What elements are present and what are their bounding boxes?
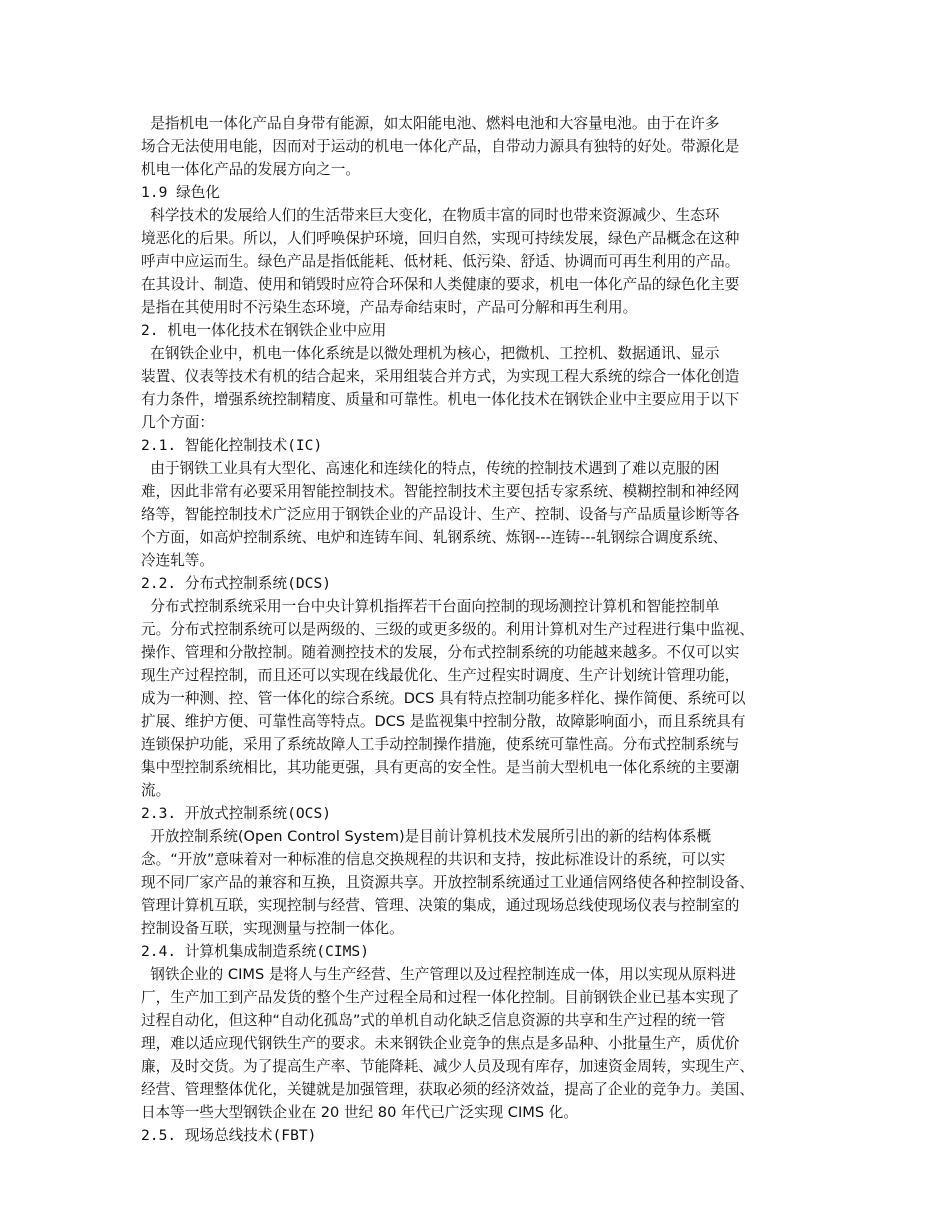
paragraph-line: 难，因此非常有必要采用智能控制技术。智能控制技术主要包括专家系统、模糊控制和神经网	[141, 483, 740, 500]
section-heading: 2.4. 计算机集成制造系统(CIMS)	[141, 943, 369, 960]
section-heading: 2.5. 现场总线技术(FBT)	[141, 1127, 317, 1144]
paragraph-line: 元。分布式控制系统可以是两级的、三级的或更多级的。利用计算机对生产过程进行集中监视、	[141, 621, 754, 638]
paragraph-line: 理，难以适应现代钢铁生产的要求。未来钢铁企业竞争的焦点是多品种、小批量生产，质优价	[141, 1035, 740, 1052]
paragraph-line: 念。“开放”意味着对一种标准的信息交换规程的共识和支持，按此标准设计的系统，可以实	[141, 851, 726, 868]
paragraph-line: 过程自动化，但这种“自动化孤岛”式的单机自动化缺乏信息资源的共享和生产过程的统一管	[141, 1012, 726, 1029]
paragraph-line: 管理计算机互联，实现控制与经营、管理、决策的集成，通过现场总线使现场仪表与控制室的	[141, 897, 740, 914]
paragraph-line: 经营、管理整体优化，关键就是加强管理，获取必须的经济效益，提高了企业的竞争力。美国、	[141, 1081, 754, 1098]
paragraph-line: 钢铁企业的 CIMS 是将人与生产经营、生产管理以及过程控制连成一体，用以实现从原料进	[141, 966, 736, 983]
paragraph-line: 呼声中应运而生。绿色产品是指低能耗、低材耗、低污染、舒适、协调而可再生利用的产品。	[141, 253, 740, 270]
paragraph-line: 连锁保护功能，采用了系统故障人工手动控制操作措施，使系统可靠性高。分布式控制系统与	[141, 736, 740, 753]
paragraph-line: 分布式控制系统采用一台中央计算机指挥若干台面向控制的现场测控计算机和智能控制单	[141, 598, 720, 615]
paragraph-line: 廉，及时交货。为了提高生产率、节能降耗、减少人员及现有库存，加速资金周转，实现生产、	[141, 1058, 754, 1075]
paragraph-line: 是指在其使用时不污染生态环境，产品寿命结束时，产品可分解和再生利用。	[141, 299, 638, 316]
paragraph-line: 扩展、维护方便、可靠性高等特点。DCS 是监视集中控制分散，故障影响面小，而且系统具有	[141, 713, 746, 730]
paragraph-line: 成为一种测、控、管一体化的综合系统。DCS 具有特点控制功能多样化、操作简便、系统可以	[141, 690, 746, 707]
paragraph-line: 络等，智能控制技术广泛应用于钢铁企业的产品设计、生产、控制、设备与产品质量诊断等各	[141, 506, 740, 523]
paragraph-line: 操作、管理和分散控制。随着测控技术的发展，分布式控制系统的功能越来越多。不仅可以实	[141, 644, 740, 661]
section-heading: 2. 机电一体化技术在钢铁企业中应用	[141, 322, 387, 339]
paragraph-line: 控制设备互联，实现测量与控制一体化。	[141, 920, 404, 937]
paragraph-line: 现生产过程控制，而且还可以实现在线最优化、生产过程实时调度、生产计划统计管理功能，	[141, 667, 740, 684]
paragraph-line: 科学技术的发展给人们的生活带来巨大变化，在物质丰富的同时也带来资源减少、生态环	[141, 207, 720, 224]
paragraph-line: 机电一体化产品的发展方向之一。	[141, 161, 360, 178]
paragraph-line: 有力条件，增强系统控制精度、质量和可靠性。机电一体化技术在钢铁企业中主要应用于以下	[141, 391, 740, 408]
paragraph-line: 集中型控制系统相比，其功能更强，具有更高的安全性。是当前大型机电一体化系统的主要潮	[141, 759, 740, 776]
section-heading: 2.3. 开放式控制系统(OCS)	[141, 805, 332, 822]
paragraph-line: 场合无法使用电能，因而对于运动的机电一体化产品，自带动力源具有独特的好处。带源化是	[141, 138, 740, 155]
paragraph-line: 是指机电一体化产品自身带有能源，如太阳能电池、燃料电池和大容量电池。由于在许多	[141, 115, 720, 132]
section-heading: 2.1. 智能化控制技术(IC)	[141, 437, 323, 454]
paragraph-line: 境恶化的后果。所以，人们呼唤保护环境，回归自然，实现可持续发展，绿色产品概念在这种	[141, 230, 740, 247]
paragraph-line: 由于钢铁工业具有大型化、高速化和连续化的特点，传统的控制技术遇到了难以克服的困	[141, 460, 720, 477]
paragraph-line: 厂，生产加工到产品发货的整个生产过程全局和过程一体化控制。目前钢铁企业已基本实现了	[141, 989, 740, 1006]
section-heading: 2.2. 分布式控制系统(DCS)	[141, 575, 332, 592]
paragraph-line: 流。	[141, 782, 171, 799]
section-heading: 1.9 绿色化	[141, 184, 220, 201]
paragraph-line: 开放控制系统(Open Control System)是目前计算机技术发展所引出的新的结构体系概	[141, 828, 712, 845]
paragraph-line: 几个方面：	[141, 414, 214, 431]
paragraph-line: 在钢铁企业中，机电一体化系统是以微处理机为核心，把微机、工控机、数据通讯、显示	[141, 345, 720, 362]
paragraph-line: 个方面，如高炉控制系统、电炉和连铸车间、轧钢系统、炼钢---连铸---轧钢综合调度系统、	[141, 529, 728, 546]
paragraph-line: 冷连轧等。	[141, 552, 214, 569]
paragraph-line: 装置、仪表等技术有机的结合起来，采用组装合并方式，为实现工程大系统的综合一体化创造	[141, 368, 740, 385]
paragraph-line: 日本等一些大型钢铁企业在 20 世纪 80 年代已广泛实现 CIMS 化。	[141, 1104, 578, 1121]
document-body	[141, 112, 813, 1147]
paragraph-line: 现不同厂家产品的兼容和互换，且资源共享。开放控制系统通过工业通信网络使各种控制设备、	[141, 874, 754, 891]
paragraph-line: 在其设计、制造、使用和销毁时应符合环保和人类健康的要求，机电一体化产品的绿色化主要	[141, 276, 740, 293]
